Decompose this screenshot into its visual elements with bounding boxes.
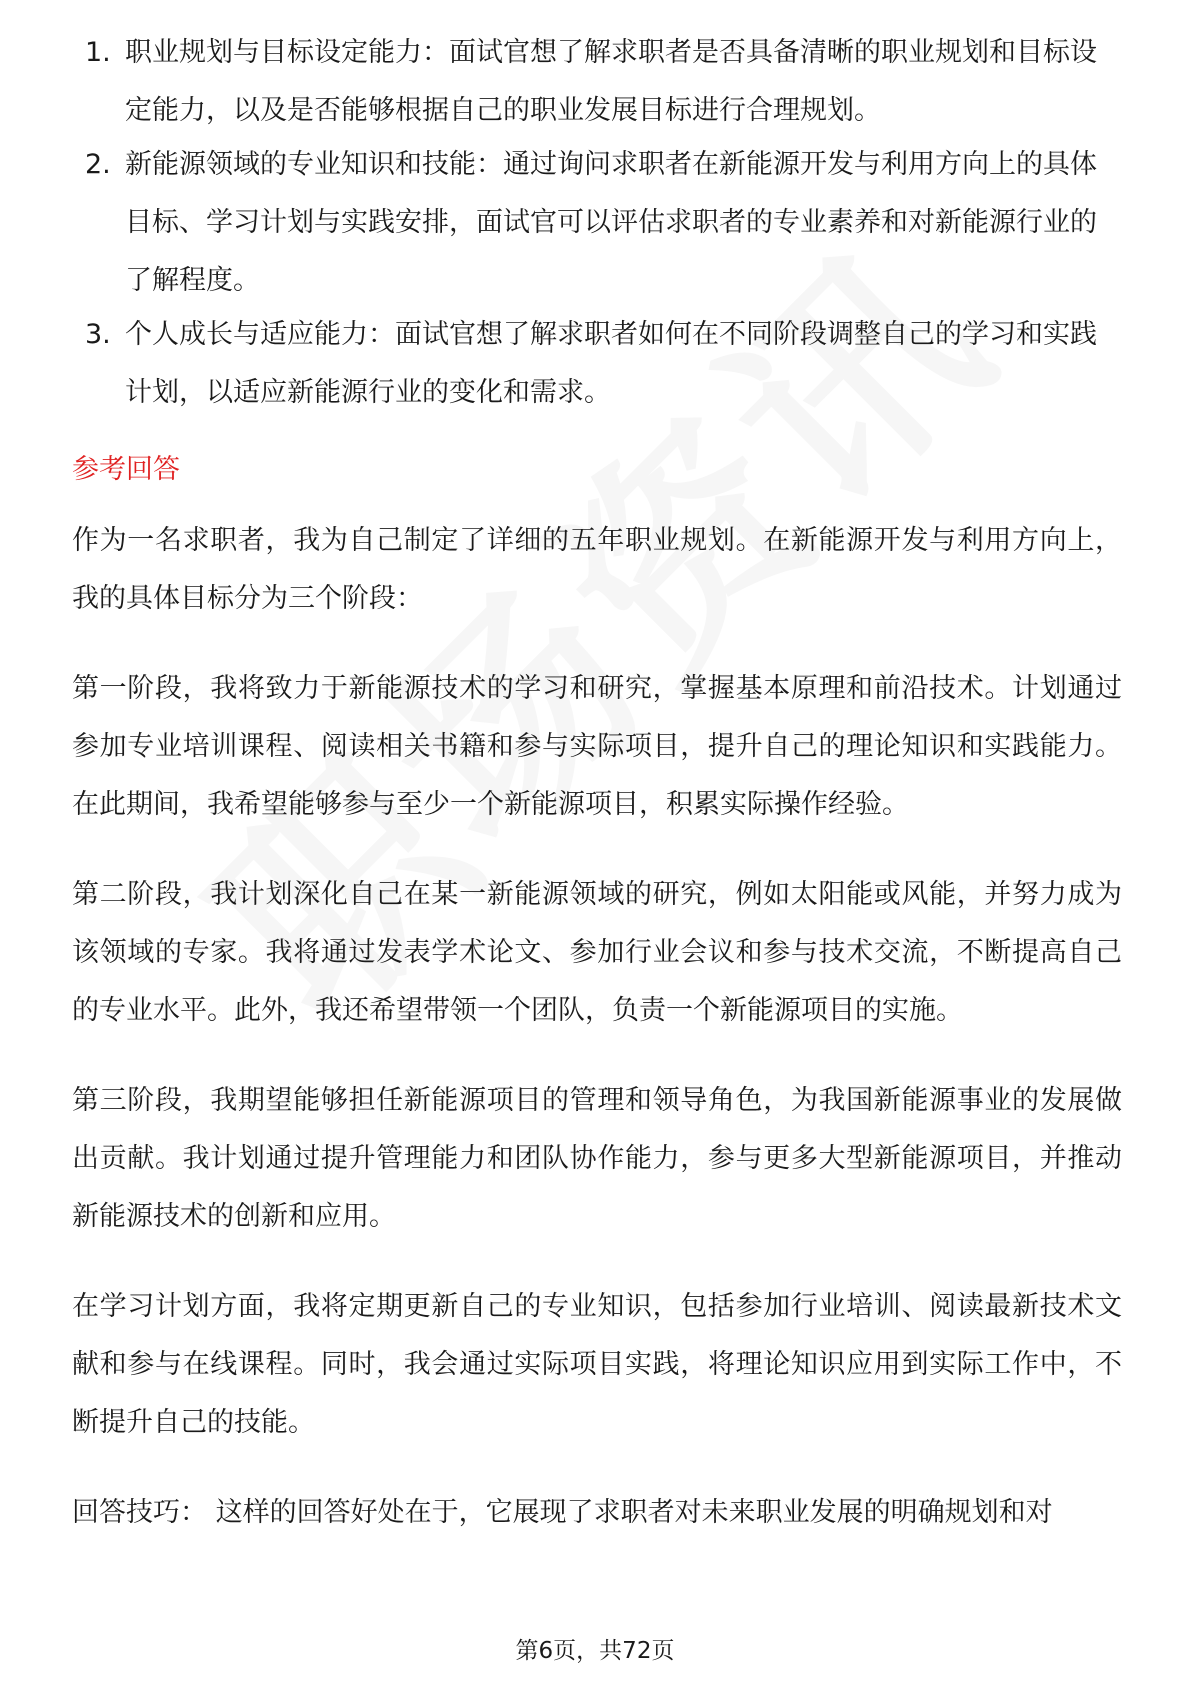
list-number: 3. [85, 319, 111, 350]
list-number: 2. [85, 149, 111, 180]
section-title: 参考回答 [72, 454, 180, 485]
page-footer: 第6页，共72页 [515, 1638, 675, 1664]
list-number: 1. [85, 37, 111, 68]
paragraph: 作为一名求职者，我为自己制定了详细的五年职业规划。在新能源开发与利用方向上，我的具体目标分为三个阶段： [72, 525, 1122, 614]
list-item-text: 职业规划与目标设定能力：面试官想了解求职者是否具备清晰的职业规划和目标设定能力，以及是否能够根据自己的职业发展目标进行合理规划。 [125, 37, 1097, 126]
paragraph: 回答技巧： 这样的回答好处在于，它展现了求职者对未来职业发展的明确规划和对 [72, 1497, 1053, 1528]
list-item-text: 新能源领域的专业知识和技能：通过询问求职者在新能源开发与利用方向上的具体目标、学习计划与实践安排，面试官可以评估求职者的专业素养和对新能源行业的了解程度。 [125, 149, 1097, 296]
list-item-text: 个人成长与适应能力：面试官想了解求职者如何在不同阶段调整自己的学习和实践计划，以适应新能源行业的变化和需求。 [125, 319, 1097, 408]
list-item [72, 136, 1122, 310]
paragraph: 第三阶段，我期望能够担任新能源项目的管理和领导角色，为我国新能源事业的发展做出贡献。我计划通过提升管理能力和团队协作能力，参与更多大型新能源项目，并推动新能源技术的创新和应用。 [72, 1085, 1122, 1232]
paragraph: 第二阶段，我计划深化自己在某一新能源领域的研究，例如太阳能或风能，并努力成为该领域的专家。我将通过发表学术论文、参加行业会议和参与技术交流，不断提高自己的专业水平。此外，我还希望带领一个团队，负责一个新能源项目的实施。 [72, 879, 1122, 1026]
page-content [72, 34, 1122, 1574]
paragraph: 在学习计划方面，我将定期更新自己的专业知识，包括参加行业培训、阅读最新技术文献和参与在线课程。同时，我会通过实际项目实践，将理论知识应用到实际工作中，不断提升自己的技能。 [72, 1291, 1122, 1438]
paragraph: 第一阶段，我将致力于新能源技术的学习和研究，掌握基本原理和前沿技术。计划通过参加专业培训课程、阅读相关书籍和参与实际项目，提升自己的理论知识和实践能力。在此期间，我希望能够参与至少一个新能源项目，积累实际操作经验。 [72, 673, 1122, 820]
list-item [72, 24, 1122, 140]
evaluation-points-list [72, 24, 1122, 422]
list-item [72, 306, 1122, 422]
